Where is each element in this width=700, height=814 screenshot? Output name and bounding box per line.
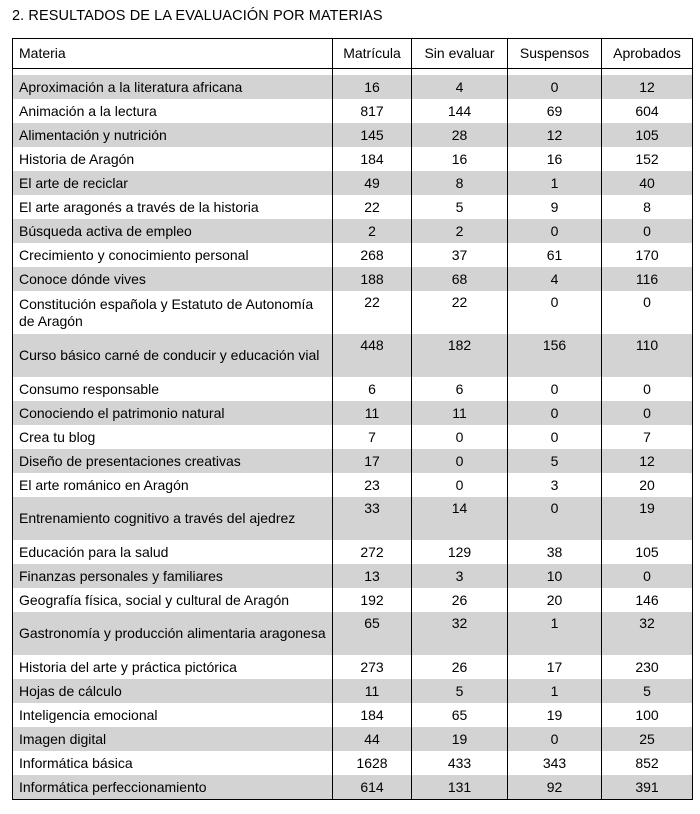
cell-matricula: 7 xyxy=(333,425,412,449)
cell-aprobados: 7 xyxy=(602,425,693,449)
cell-aprobados: 0 xyxy=(602,401,693,425)
cell-matricula: 65 xyxy=(333,612,412,655)
cell-suspensos: 1 xyxy=(508,612,602,655)
cell-sin-evaluar: 0 xyxy=(412,473,508,497)
cell-suspensos: 343 xyxy=(508,751,602,775)
table-row xyxy=(13,401,693,425)
cell-suspensos: 0 xyxy=(508,401,602,425)
cell-materia: Conociendo el patrimonio natural xyxy=(13,401,333,425)
cell-sin-evaluar: 11 xyxy=(412,401,508,425)
cell-suspensos: 0 xyxy=(508,727,602,751)
cell-sin-evaluar: 182 xyxy=(412,334,508,377)
cell-materia: Conoce dónde vives xyxy=(13,267,333,291)
cell-materia: Consumo responsable xyxy=(13,377,333,401)
cell-suspensos: 92 xyxy=(508,775,602,800)
cell-aprobados: 152 xyxy=(602,147,693,171)
cell-sin-evaluar: 68 xyxy=(412,267,508,291)
cell-sin-evaluar: 144 xyxy=(412,99,508,123)
cell-matricula: 272 xyxy=(333,540,412,564)
cell-suspensos: 1 xyxy=(508,171,602,195)
table-row xyxy=(13,727,693,751)
cell-suspensos: 20 xyxy=(508,588,602,612)
cell-sin-evaluar: 129 xyxy=(412,540,508,564)
table-header-row xyxy=(13,39,693,69)
cell-suspensos: 12 xyxy=(508,123,602,147)
cell-sin-evaluar: 28 xyxy=(412,123,508,147)
cell-matricula: 184 xyxy=(333,147,412,171)
cell-materia: Finanzas personales y familiares xyxy=(13,564,333,588)
table-row xyxy=(13,473,693,497)
cell-aprobados: 116 xyxy=(602,267,693,291)
cell-materia: Crecimiento y conocimiento personal xyxy=(13,243,333,267)
cell-materia: Gastronomía y producción alimentaria aragonesa xyxy=(13,612,333,655)
cell-matricula: 11 xyxy=(333,401,412,425)
cell-materia: Historia del arte y práctica pictórica xyxy=(13,655,333,679)
cell-sin-evaluar: 433 xyxy=(412,751,508,775)
cell-aprobados: 105 xyxy=(602,123,693,147)
cell-matricula: 1628 xyxy=(333,751,412,775)
cell-aprobados: 0 xyxy=(602,219,693,243)
table-row xyxy=(13,147,693,171)
cell-sin-evaluar: 3 xyxy=(412,564,508,588)
cell-aprobados: 19 xyxy=(602,497,693,540)
table-row xyxy=(13,75,693,99)
cell-sin-evaluar: 8 xyxy=(412,171,508,195)
cell-aprobados: 40 xyxy=(602,171,693,195)
cell-matricula: 13 xyxy=(333,564,412,588)
cell-aprobados: 0 xyxy=(602,377,693,401)
cell-aprobados: 32 xyxy=(602,612,693,655)
table-body xyxy=(13,69,693,800)
cell-materia: El arte románico en Aragón xyxy=(13,473,333,497)
table-row xyxy=(13,243,693,267)
table-row xyxy=(13,334,693,377)
cell-aprobados: 20 xyxy=(602,473,693,497)
cell-suspensos: 0 xyxy=(508,497,602,540)
cell-materia: Historia de Aragón xyxy=(13,147,333,171)
table-row xyxy=(13,540,693,564)
cell-suspensos: 3 xyxy=(508,473,602,497)
table-row xyxy=(13,564,693,588)
cell-matricula: 145 xyxy=(333,123,412,147)
cell-sin-evaluar: 6 xyxy=(412,377,508,401)
cell-sin-evaluar: 0 xyxy=(412,449,508,473)
cell-aprobados: 5 xyxy=(602,679,693,703)
cell-sin-evaluar: 2 xyxy=(412,219,508,243)
table-row xyxy=(13,219,693,243)
header-sin-evaluar: Sin evaluar xyxy=(412,39,508,69)
table-row xyxy=(13,612,693,655)
cell-sin-evaluar: 0 xyxy=(412,425,508,449)
cell-matricula: 23 xyxy=(333,473,412,497)
cell-materia: Informática básica xyxy=(13,751,333,775)
cell-aprobados: 391 xyxy=(602,775,693,800)
cell-materia: Geografía física, social y cultural de Aragón xyxy=(13,588,333,612)
cell-matricula: 817 xyxy=(333,99,412,123)
table-row xyxy=(13,497,693,540)
cell-suspensos: 0 xyxy=(508,377,602,401)
cell-materia: Crea tu blog xyxy=(13,425,333,449)
cell-sin-evaluar: 26 xyxy=(412,655,508,679)
cell-materia: Diseño de presentaciones creativas xyxy=(13,449,333,473)
cell-aprobados: 12 xyxy=(602,449,693,473)
cell-suspensos: 0 xyxy=(508,219,602,243)
cell-matricula: 49 xyxy=(333,171,412,195)
cell-sin-evaluar: 65 xyxy=(412,703,508,727)
table-row xyxy=(13,123,693,147)
table-row xyxy=(13,425,693,449)
cell-sin-evaluar: 22 xyxy=(412,291,508,334)
cell-matricula: 273 xyxy=(333,655,412,679)
cell-matricula: 2 xyxy=(333,219,412,243)
cell-suspensos: 156 xyxy=(508,334,602,377)
cell-sin-evaluar: 5 xyxy=(412,679,508,703)
table-row xyxy=(13,291,693,334)
cell-aprobados: 8 xyxy=(602,195,693,219)
table-row xyxy=(13,377,693,401)
cell-matricula: 33 xyxy=(333,497,412,540)
cell-matricula: 6 xyxy=(333,377,412,401)
cell-sin-evaluar: 4 xyxy=(412,75,508,99)
table-row xyxy=(13,267,693,291)
cell-suspensos: 0 xyxy=(508,425,602,449)
table-row xyxy=(13,655,693,679)
cell-matricula: 448 xyxy=(333,334,412,377)
cell-sin-evaluar: 16 xyxy=(412,147,508,171)
cell-suspensos: 10 xyxy=(508,564,602,588)
cell-aprobados: 170 xyxy=(602,243,693,267)
table-row xyxy=(13,588,693,612)
table-row xyxy=(13,449,693,473)
cell-sin-evaluar: 37 xyxy=(412,243,508,267)
cell-materia: Constitución española y Estatuto de Autonomía de Aragón xyxy=(13,291,333,334)
cell-suspensos: 5 xyxy=(508,449,602,473)
cell-aprobados: 0 xyxy=(602,291,693,334)
table-row xyxy=(13,171,693,195)
cell-materia: Curso básico carné de conducir y educación vial xyxy=(13,334,333,377)
table-row xyxy=(13,99,693,123)
cell-suspensos: 0 xyxy=(508,75,602,99)
cell-aprobados: 105 xyxy=(602,540,693,564)
cell-sin-evaluar: 19 xyxy=(412,727,508,751)
table-row xyxy=(13,775,693,800)
header-materia: Materia xyxy=(13,39,333,69)
cell-matricula: 22 xyxy=(333,291,412,334)
header-suspensos: Suspensos xyxy=(508,39,602,69)
table-row xyxy=(13,195,693,219)
cell-materia: Hojas de cálculo xyxy=(13,679,333,703)
cell-suspensos: 16 xyxy=(508,147,602,171)
cell-suspensos: 69 xyxy=(508,99,602,123)
cell-materia: El arte de reciclar xyxy=(13,171,333,195)
cell-aprobados: 146 xyxy=(602,588,693,612)
cell-materia: Aproximación a la literatura africana xyxy=(13,75,333,99)
cell-materia: Animación a la lectura xyxy=(13,99,333,123)
table-row xyxy=(13,703,693,727)
cell-sin-evaluar: 26 xyxy=(412,588,508,612)
cell-materia: Educación para la salud xyxy=(13,540,333,564)
cell-suspensos: 61 xyxy=(508,243,602,267)
cell-materia: El arte aragonés a través de la historia xyxy=(13,195,333,219)
cell-suspensos: 17 xyxy=(508,655,602,679)
cell-matricula: 268 xyxy=(333,243,412,267)
cell-aprobados: 0 xyxy=(602,564,693,588)
cell-aprobados: 604 xyxy=(602,99,693,123)
cell-materia: Inteligencia emocional xyxy=(13,703,333,727)
cell-suspensos: 1 xyxy=(508,679,602,703)
cell-matricula: 11 xyxy=(333,679,412,703)
header-aprobados: Aprobados xyxy=(602,39,693,69)
cell-matricula: 614 xyxy=(333,775,412,800)
cell-matricula: 188 xyxy=(333,267,412,291)
cell-suspensos: 19 xyxy=(508,703,602,727)
cell-sin-evaluar: 131 xyxy=(412,775,508,800)
cell-sin-evaluar: 5 xyxy=(412,195,508,219)
cell-materia: Alimentación y nutrición xyxy=(13,123,333,147)
cell-matricula: 16 xyxy=(333,75,412,99)
cell-sin-evaluar: 14 xyxy=(412,497,508,540)
cell-suspensos: 38 xyxy=(508,540,602,564)
cell-matricula: 17 xyxy=(333,449,412,473)
cell-matricula: 22 xyxy=(333,195,412,219)
section-title: 2. RESULTADOS DE LA EVALUACIÓN POR MATERIAS xyxy=(12,8,383,24)
cell-aprobados: 852 xyxy=(602,751,693,775)
cell-suspensos: 9 xyxy=(508,195,602,219)
cell-matricula: 44 xyxy=(333,727,412,751)
cell-materia: Entrenamiento cognitivo a través del ajedrez xyxy=(13,497,333,540)
cell-aprobados: 25 xyxy=(602,727,693,751)
results-table xyxy=(12,38,693,800)
cell-suspensos: 0 xyxy=(508,291,602,334)
header-matricula: Matrícula xyxy=(333,39,412,69)
cell-aprobados: 110 xyxy=(602,334,693,377)
table-row xyxy=(13,679,693,703)
cell-aprobados: 12 xyxy=(602,75,693,99)
cell-matricula: 184 xyxy=(333,703,412,727)
cell-sin-evaluar: 32 xyxy=(412,612,508,655)
cell-materia: Informática perfeccionamiento xyxy=(13,775,333,800)
cell-materia: Búsqueda activa de empleo xyxy=(13,219,333,243)
cell-aprobados: 100 xyxy=(602,703,693,727)
cell-suspensos: 4 xyxy=(508,267,602,291)
cell-aprobados: 230 xyxy=(602,655,693,679)
cell-matricula: 192 xyxy=(333,588,412,612)
cell-materia: Imagen digital xyxy=(13,727,333,751)
table-row xyxy=(13,751,693,775)
